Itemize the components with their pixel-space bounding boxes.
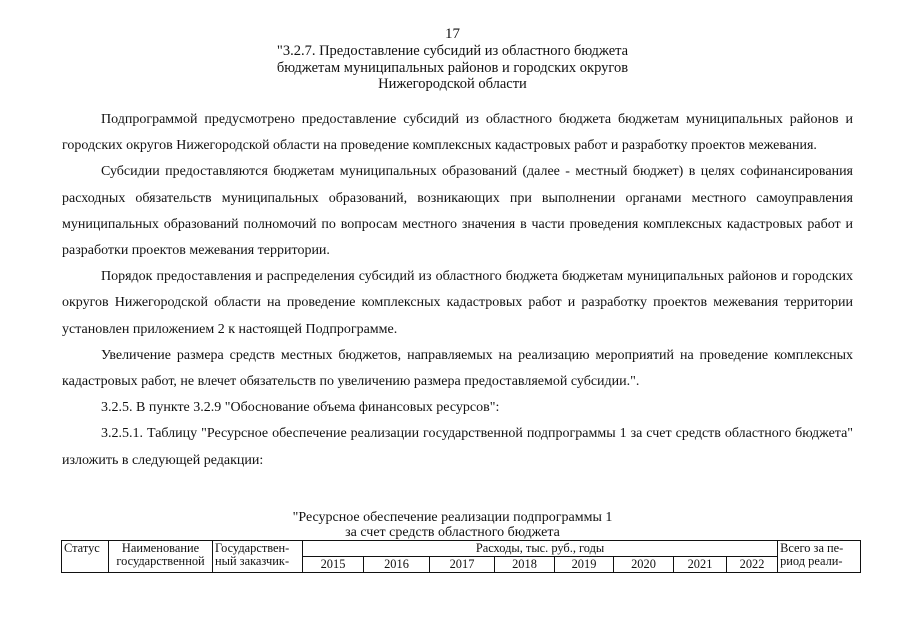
header-year: 2018 [495,557,555,573]
table-caption-line: за счет средств областного бюджета [345,525,560,540]
header-year: 2015 [303,557,364,573]
header-status: Статус [62,541,109,573]
header-year: 2021 [674,557,727,573]
header-name-line: государственной [116,554,205,568]
header-name-line: Наименование [121,541,200,555]
header-year: 2022 [727,557,778,573]
paragraph: Субсидии предоставляются бюджетам муниципальных образований (далее - местный бюджет) в целях софинансирования расходных обязательств муниципальных образований, возникающих при выполнении органами местного самоуправления муниципальных образований полномочий по вопросам местного значения в части проведения комплексных кадастровых работ и разработки проектов межевания территории. [62,164,853,259]
paragraph: 3.2.5. В пункте 3.2.9 "Обоснование объема финансовых ресурсов": [101,400,500,416]
header-year: 2020 [614,557,674,573]
resource-table [61,540,861,573]
section-heading [0,43,905,93]
paragraph: Порядок предоставления и распределения субсидий из областного бюджета бюджетам муниципальных районов и городских округов Нижегородской области на проведение комплексных кадастровых работ и разработку проектов межевания территории установлен приложением 2 к настоящей Подпрограмме. [62,269,853,337]
header-name [109,541,213,573]
section-heading-line: бюджетам муниципальных районов и городских округов [276,59,629,76]
header-year: 2017 [430,557,495,573]
paragraph: 3.2.5.1. Таблицу "Ресурсное обеспечение реализации государственной подпрограммы 1 за счет средств областного бюджета" изложить в следующей редакции: [62,426,853,468]
paragraph: Подпрограммой предусмотрено предоставление субсидий из областного бюджета бюджетам муниципальных районов и городских округов Нижегородской области на проведение комплексных кадастровых работ и разработку проектов межевания. [62,112,853,154]
header-customer-line: ный заказчик- [215,554,290,568]
section-heading-line: Нижегородской области [378,76,527,92]
table-caption [0,510,905,540]
header-customer [213,541,303,573]
header-customer-line: Государствен- [215,541,290,555]
header-total-line: риод реали- [780,554,843,568]
body-text [62,107,853,474]
paragraph: Увеличение размера средств местных бюджетов, направляемых на реализацию мероприятий на проведение комплексных кадастровых работ, не влечет обязательств по увеличению размера предоставляемой субсидии.". [62,347,853,390]
header-year: 2019 [555,557,614,573]
header-total-line: Всего за пе- [780,541,844,555]
page-number: 17 [445,26,460,42]
header-total [778,541,861,573]
table-caption-line: "Ресурсное обеспечение реализации подпрограммы 1 [292,510,613,525]
section-heading-line: "3.2.7. Предоставление субсидий из областного бюджета [276,43,629,59]
header-expenses: Расходы, тыс. руб., годы [303,541,778,557]
header-year: 2016 [364,557,430,573]
table-header-row [62,541,861,557]
